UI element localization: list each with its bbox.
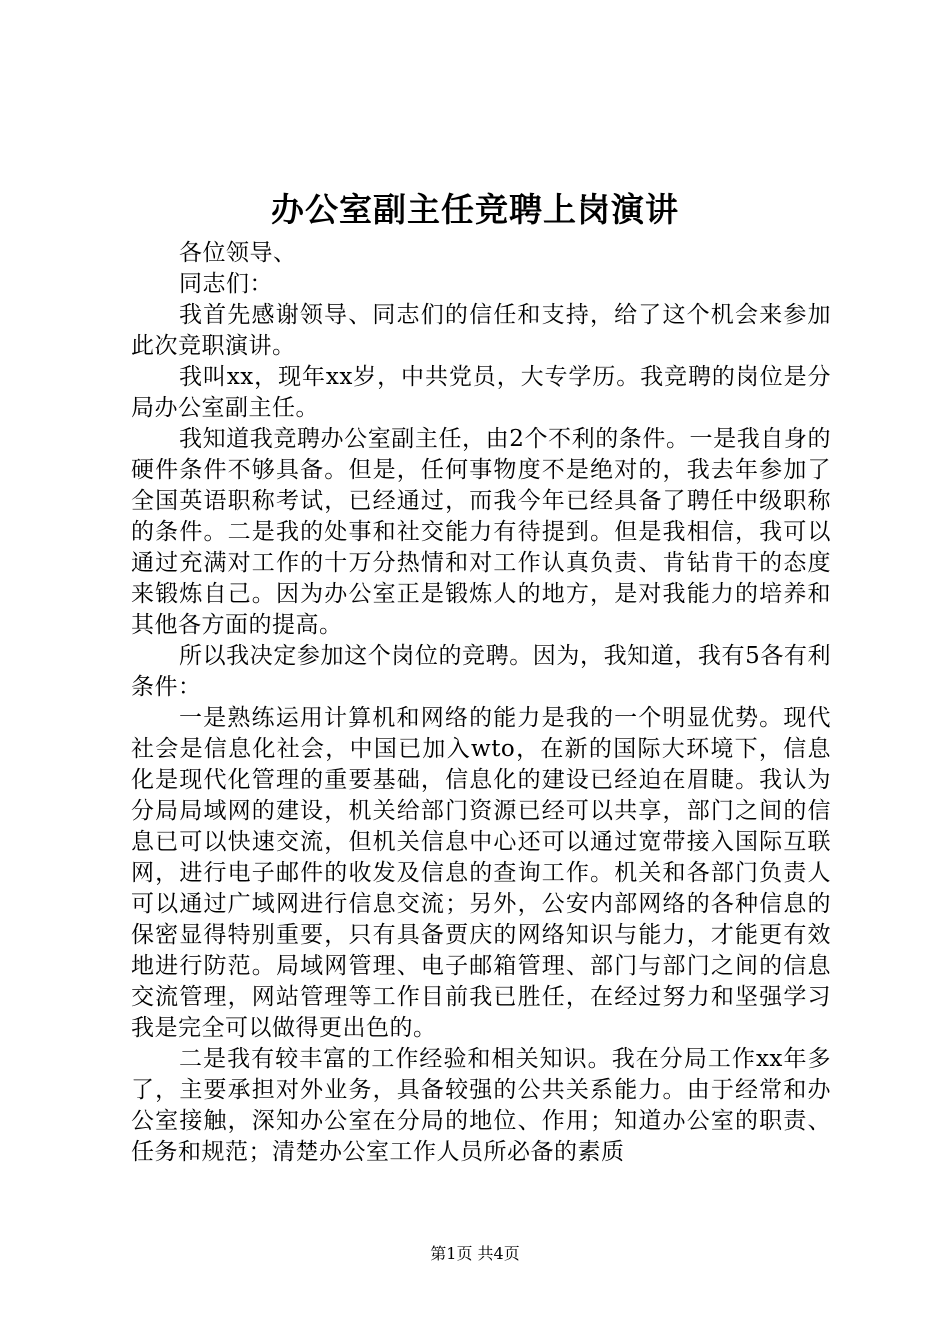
paragraph: 我首先感谢领导、同志们的信任和支持，给了这个机会来参加此次竞职演讲。 [131,302,831,359]
paragraph: 所以我决定参加这个岗位的竞聘。因为，我知道，我有5各有利条件： [131,643,831,700]
paragraph: 一是熟练运用计算机和网络的能力是我的一个明显优势。现代社会是信息化社会，中国已加入wto，在新的国际大环境下，信息化是现代化管理的重要基础，信息化的建设已经迫在眉睫。我认为分局局域网的建设，机关给部门资源已经可以共享，部门之间的信息已可以快速交流，但机关信息中心还可以通过宽带接入国际互联网，进行电子邮件的收发及信息的查询工作。机关和各部门负责人可以通过广域网进行信息交流；另外，公安内部网络的各种信息的保密显得特别重要，只有具备贾庆的网络知识与能力，才能更有效地进行防范。局域网管理、电子邮箱管理、部门与部门之间的信息交流管理，网站管理等工作目前我已胜任，在经过努力和坚强学习我是完全可以做得更出色的。 [131,705,831,1041]
paragraph: 二是我有较丰富的工作经验和相关知识。我在分局工作xx年多了，主要承担对外业务，具备较强的公共关系能力。由于经常和办公室接触，深知办公室在分局的地位、作用；知道办公室的职责、任务和规范；清楚办公室工作人员所必备的素质 [131,1046,831,1165]
page-number-footer: 第1页 共4页 [430,1244,520,1263]
paragraph: 我知道我竞聘办公室副主任，由2个不利的条件。一是我自身的硬件条件不够具备。但是，任何事物度不是绝对的，我去年参加了全国英语职称考试，已经通过，而我今年已经具备了聘任中级职称的条件。二是我的处事和社交能力有待提到。但是我相信，我可以通过充满对工作的十万分热情和对工作认真负责、肯钻肯干的态度来锻炼自己。因为办公室正是锻炼人的地方，是对我能力的培养和其他各方面的提高。 [131,426,831,638]
page-title: 办公室副主任竞聘上岗演讲 [271,190,679,229]
salutation-line: 各位领导、 [179,240,297,266]
paragraph: 我叫xx，现年xx岁，中共党员，大专学历。我竞聘的岗位是分局办公室副主任。 [131,364,831,421]
document-body [131,238,831,1168]
salutation-line: 同志们： [179,271,273,297]
